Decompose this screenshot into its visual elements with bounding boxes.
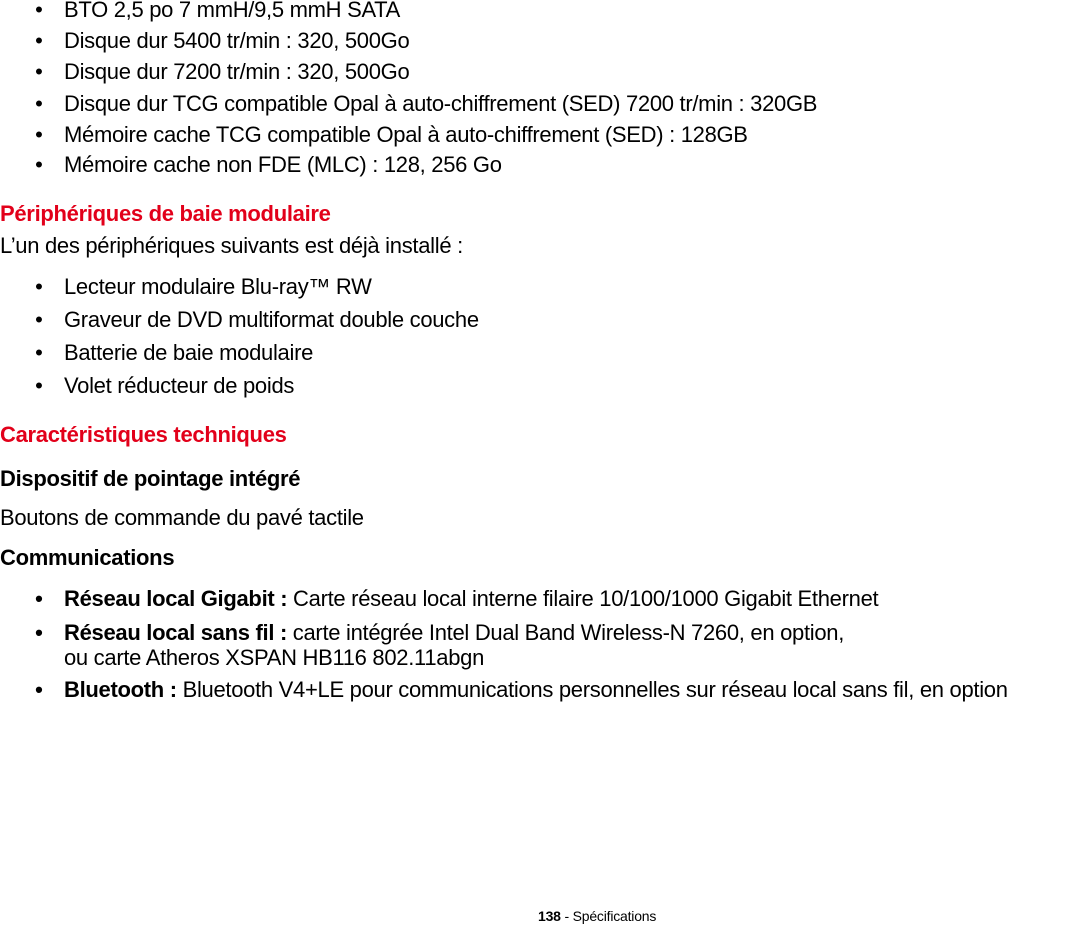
bullet-icon: • xyxy=(35,620,43,645)
bullet-icon: • xyxy=(35,373,43,398)
pointing-text: Boutons de commande du pavé tactile xyxy=(0,505,364,530)
item-label: Réseau local Gigabit : xyxy=(64,586,288,611)
section-heading-bay: Périphériques de baie modulaire xyxy=(0,201,331,226)
bay-intro: L’un des périphériques suivants est déjà installé : xyxy=(0,233,463,258)
bullet-icon: • xyxy=(35,152,43,177)
footer-section: Spécifications xyxy=(572,908,657,924)
bullet-icon: • xyxy=(35,122,43,147)
page-footer: 138 - Spécifications xyxy=(538,908,657,924)
bullet-icon: • xyxy=(35,274,43,299)
bullet-icon: • xyxy=(35,59,43,84)
item-label: Réseau local sans fil : xyxy=(64,620,287,645)
item-label: Bluetooth : xyxy=(64,677,177,702)
communications-heading: Communications xyxy=(0,545,175,570)
list-item-continuation: ou carte Atheros XSPAN HB116 802.11abgn xyxy=(64,645,485,670)
bullet-icon: • xyxy=(35,91,43,116)
bullet-icon: • xyxy=(35,586,43,611)
pointing-heading: Dispositif de pointage intégré xyxy=(0,466,301,491)
bullet-icon: • xyxy=(35,28,43,53)
page-number: 138 xyxy=(538,908,561,924)
bullet-icon: • xyxy=(35,307,43,332)
bullet-icon: • xyxy=(35,0,43,22)
document-page: • BTO 2,5 po 7 mmH/9,5 mmH SATA • Disque dur 5400 tr/min : 320, 500Go • Disque dur 7200 tr/min : 320, 500Go • Disque dur TCG compatible Opal à auto-chiffrement (SED) 7200 tr/min : 320GB • Mémoire cache TCG compatible Opal à auto-chiffrement (SED) : 128GB • Mémoire cache non FDE (MLC) : 128, 256 Go Périphériques de baie modulaire L’un des périphériques suivants est déjà installé : • Lecteur modulaire Blu-ray™ RW • Graveur de DVD multiformat double couche • Batterie de baie modulaire • Volet réducteur de poids Caractéristiques techniques Dispositif de pointage intégré Boutons de commande du pavé tactile Communications • Réseau local Gigabit : Carte réseau local interne filaire 10/100/1000 Gigabit Ethernet • Réseau local sans fil : carte intégrée Intel Dual Band Wireless-N 7260, en option, ou carte Atheros XSPAN HB116 802.11abgn • Bluetooth : Bluetooth V4+LE pour communications personnelles sur réseau local sans fil, en option 138 - Spécifications xyxy=(0,0,1087,927)
bullet-icon: • xyxy=(35,340,43,365)
section-heading-tech: Caractéristiques techniques xyxy=(0,422,287,447)
bullet-icon: • xyxy=(35,677,43,702)
